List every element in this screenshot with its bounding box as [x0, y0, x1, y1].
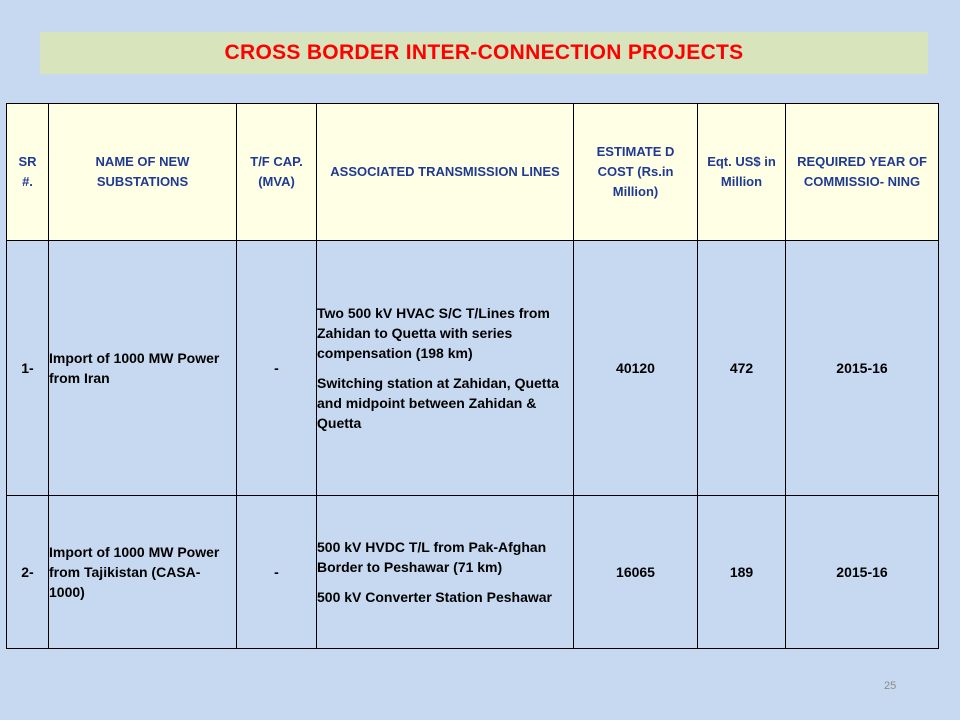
line-item: 500 kV HVDC T/L from Pak-Afghan Border to Peshawar (71 km)	[317, 539, 547, 575]
header-usd: Eqt. US$ in Million	[698, 104, 786, 241]
cell-tf: -	[237, 241, 317, 496]
cell-year: 2015-16	[786, 241, 939, 496]
slide-title: CROSS BORDER INTER-CONNECTION PROJECTS	[224, 41, 744, 64]
cell-usd: 189	[698, 496, 786, 649]
cell-sr: 2-	[7, 496, 49, 649]
title-banner	[40, 32, 928, 74]
cell-usd: 472	[698, 241, 786, 496]
projects-table	[6, 103, 939, 649]
line-item: 500 kV Converter Station Peshawar	[317, 589, 552, 605]
cell-cost: 16065	[574, 496, 698, 649]
slide-number: 25	[884, 680, 897, 692]
cell-lines	[317, 496, 574, 649]
cell-lines	[317, 241, 574, 496]
header-year: REQUIRED YEAR OF COMMISSIO- NING	[786, 104, 939, 241]
line-item: Switching station at Zahidan, Quetta and midpoint between Zahidan & Quetta	[317, 375, 559, 431]
cell-name: Import of 1000 MW Power from Tajikistan (CASA-1000)	[49, 496, 237, 649]
header-row	[7, 104, 939, 241]
header-name: NAME OF NEW SUBSTATIONS	[49, 104, 237, 241]
cell-sr: 1-	[7, 241, 49, 496]
header-tf-capacity: T/F CAP. (MVA)	[237, 104, 317, 241]
cell-cost: 40120	[574, 241, 698, 496]
header-estimated-cost: ESTIMATE D COST (Rs.in Million)	[574, 104, 698, 241]
header-sr: SR #.	[7, 104, 49, 241]
table-row	[7, 241, 939, 496]
table-row	[7, 496, 939, 649]
cell-name: Import of 1000 MW Power from Iran	[49, 241, 237, 496]
cell-year: 2015-16	[786, 496, 939, 649]
line-item: Two 500 kV HVAC S/C T/Lines from Zahidan to Quetta with series compensation (198 km)	[317, 305, 550, 361]
cell-tf: -	[237, 496, 317, 649]
header-transmission-lines: ASSOCIATED TRANSMISSION LINES	[317, 104, 574, 241]
